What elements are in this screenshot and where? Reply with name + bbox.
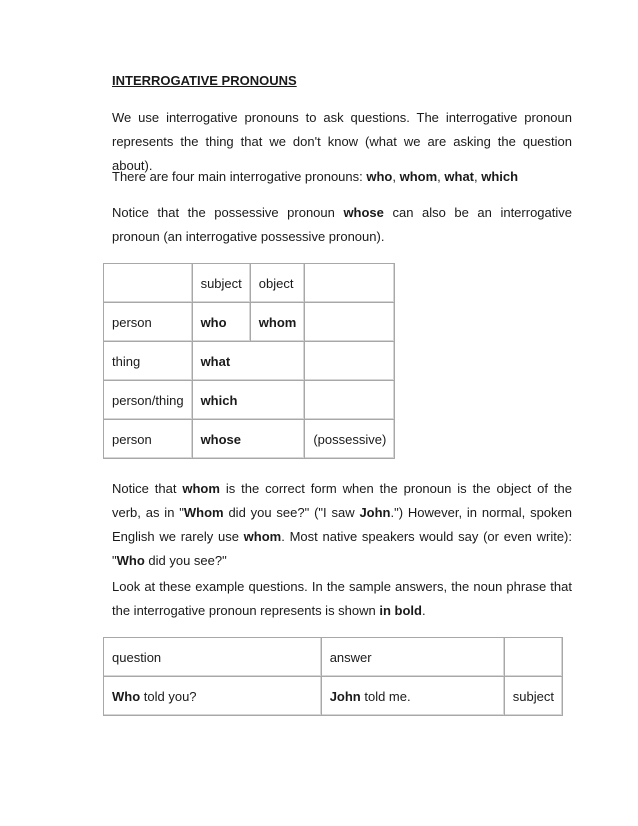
row-label: thing bbox=[104, 342, 193, 381]
bold-text: whom bbox=[243, 529, 282, 544]
pronoun-whom: whom bbox=[399, 169, 438, 184]
answer-cell bbox=[321, 677, 504, 716]
table-row bbox=[104, 420, 395, 459]
table-header-answer: answer bbox=[321, 638, 504, 677]
separator: , bbox=[474, 169, 482, 184]
table-header-row bbox=[104, 638, 563, 677]
type-cell: subject bbox=[504, 677, 562, 716]
row-label: person bbox=[104, 420, 193, 459]
object-cell: whom bbox=[250, 303, 305, 342]
note-cell bbox=[305, 303, 395, 342]
table-cell bbox=[504, 638, 562, 677]
separator: , bbox=[437, 169, 445, 184]
table-header-object: object bbox=[250, 264, 305, 303]
paragraph-text: did you see?" ("I saw bbox=[223, 505, 360, 520]
subject-cell: what bbox=[192, 342, 305, 381]
examples-table bbox=[103, 637, 563, 716]
paragraph-four-pronouns bbox=[112, 165, 572, 189]
paragraph-whom-note bbox=[112, 477, 572, 573]
paragraph-text: . bbox=[422, 603, 426, 618]
paragraph-text: .") However, in normal, spoken English we rarely use bbox=[112, 505, 572, 544]
note-cell bbox=[305, 342, 395, 381]
paragraph-examples-intro bbox=[112, 575, 572, 623]
table-cell bbox=[305, 264, 395, 303]
pronoun-which: which bbox=[481, 169, 519, 184]
page-title: INTERROGATIVE PRONOUNS bbox=[112, 73, 297, 88]
row-label: person bbox=[104, 303, 193, 342]
table-row bbox=[104, 342, 395, 381]
subject-cell: whose bbox=[192, 420, 305, 459]
paragraph-text: . Most native speakers would say (or even write): " bbox=[112, 529, 573, 568]
cell-text: told me. bbox=[360, 688, 411, 704]
bold-text: whom bbox=[182, 481, 220, 496]
table-header-row bbox=[104, 264, 395, 303]
table-header-subject: subject bbox=[192, 264, 250, 303]
bold-text: John bbox=[359, 505, 391, 520]
paragraph-possessive bbox=[112, 201, 572, 249]
paragraph-intro: We use interrogative pronouns to ask questions. The interrogative pronoun represents the thing that we don't know (what we are asking the question about). bbox=[112, 110, 572, 173]
bold-text: Who bbox=[116, 553, 145, 568]
subject-cell: which bbox=[192, 381, 305, 420]
note-cell bbox=[305, 381, 395, 420]
bold-text: in bold bbox=[379, 603, 422, 618]
paragraph-text: Look at these example questions. In the sample answers, the noun phrase that the interrogative pronoun represents is shown bbox=[112, 579, 572, 618]
pronoun-what: what bbox=[444, 169, 475, 184]
paragraph-text: did you see?" bbox=[144, 553, 227, 568]
separator: , bbox=[392, 169, 400, 184]
cell-text: told you? bbox=[140, 688, 197, 704]
table-row bbox=[104, 677, 563, 716]
paragraph-text: Notice that bbox=[112, 481, 183, 496]
paragraph-text: can also be an interrogative pronoun (an interrogative possessive pronoun). bbox=[112, 205, 572, 244]
bold-text: Whom bbox=[183, 505, 224, 520]
paragraph-text: Notice that the possessive pronoun bbox=[112, 205, 344, 220]
subject-cell: who bbox=[192, 303, 250, 342]
table-header-question: question bbox=[104, 638, 322, 677]
paragraph-text: is the correct form when the pronoun is the object of the verb, as in " bbox=[112, 481, 572, 520]
pronoun-whose: whose bbox=[343, 205, 384, 220]
pronoun-who: who bbox=[366, 169, 393, 184]
bold-text: Who bbox=[112, 688, 141, 704]
table-cell bbox=[104, 264, 193, 303]
paragraph-text: There are four main interrogative pronouns: bbox=[112, 169, 367, 184]
table-row bbox=[104, 381, 395, 420]
question-cell bbox=[104, 677, 322, 716]
note-cell: (possessive) bbox=[305, 420, 395, 459]
bold-text: John bbox=[329, 688, 361, 704]
row-label: person/thing bbox=[104, 381, 193, 420]
pronoun-table bbox=[103, 263, 395, 459]
table-row bbox=[104, 303, 395, 342]
